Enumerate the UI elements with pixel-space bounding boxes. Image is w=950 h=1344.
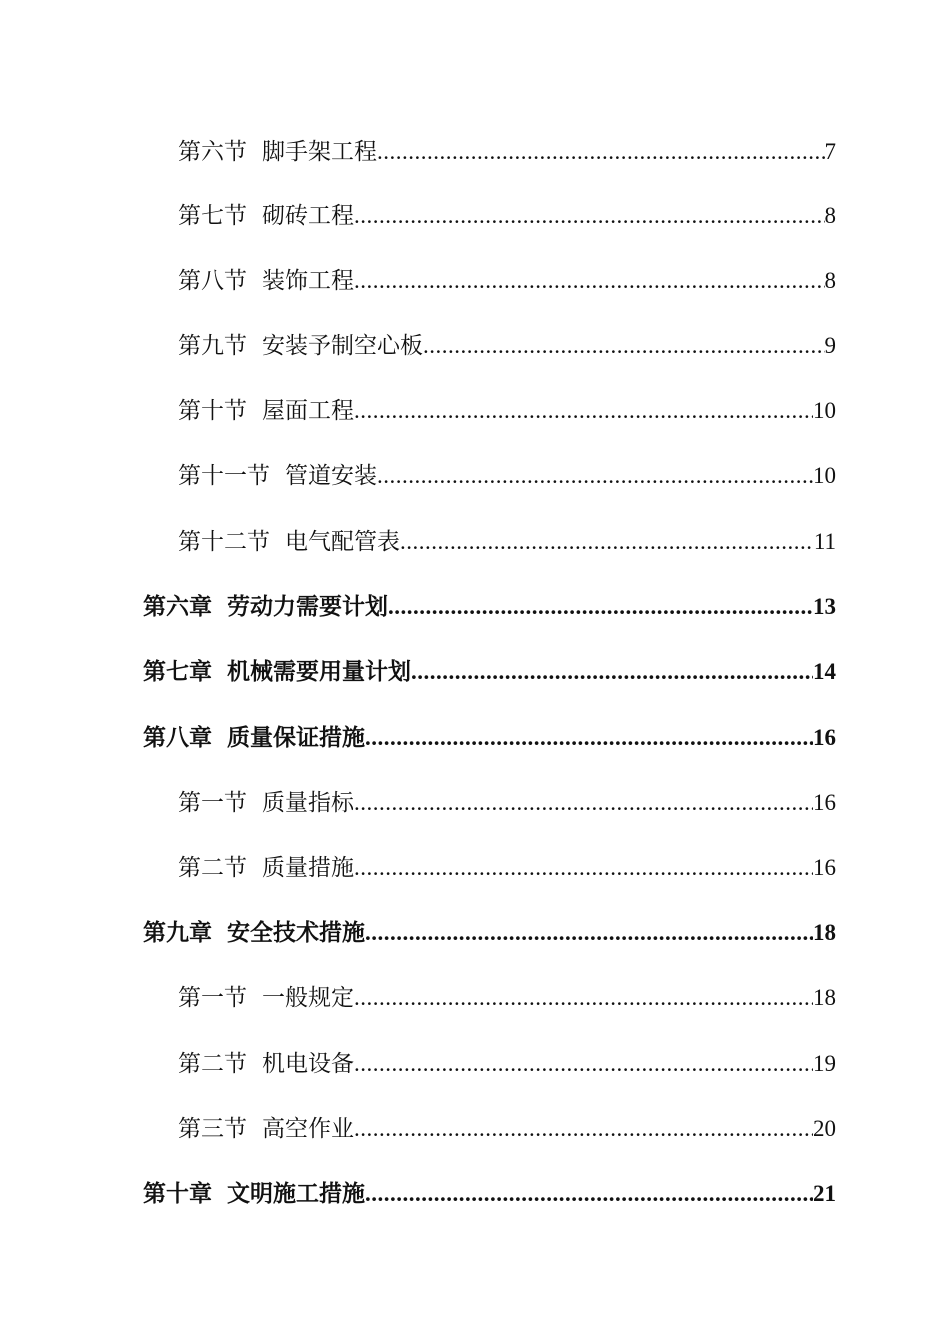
- toc-leader-dots: [354, 261, 825, 301]
- toc-page-number: 19: [813, 1051, 836, 1076]
- toc-entry[interactable]: [178, 1044, 836, 1084]
- toc-page-number: 13: [813, 594, 836, 619]
- toc-leader-dots: [400, 522, 814, 562]
- toc-label: [178, 783, 354, 823]
- toc-number: 第三节: [178, 1116, 247, 1142]
- toc-title: 脚手架工程: [262, 139, 377, 165]
- toc-page-number: 18: [813, 920, 836, 945]
- toc-number: 第十节: [178, 398, 247, 424]
- toc-title: 高空作业: [262, 1116, 354, 1142]
- toc-entry[interactable]: [178, 456, 836, 496]
- toc-title: 机电设备: [262, 1051, 354, 1077]
- toc-page-number: 7: [824, 139, 836, 164]
- toc-number: 第十章: [143, 1180, 212, 1207]
- toc-leader-dots: [354, 196, 825, 236]
- toc-leader-dots: [354, 391, 813, 431]
- toc-entry[interactable]: [178, 132, 836, 172]
- toc-title: 文明施工措施: [227, 1180, 365, 1207]
- toc-number: 第八节: [178, 268, 247, 294]
- toc-page-number: 8: [824, 203, 836, 228]
- toc-entry-chapter[interactable]: [143, 1174, 836, 1214]
- toc-label: [143, 587, 388, 627]
- toc-number: 第六章: [143, 593, 212, 620]
- toc-entry[interactable]: [178, 978, 836, 1018]
- toc-page-number: 16: [813, 725, 836, 750]
- toc-leader-dots: [388, 587, 813, 627]
- toc-entry-chapter[interactable]: [143, 718, 836, 758]
- toc-title: 劳动力需要计划: [227, 593, 388, 620]
- toc-number: 第一节: [178, 985, 247, 1011]
- toc-label: [143, 913, 365, 953]
- toc-label: [178, 522, 400, 562]
- toc-number: 第二节: [178, 855, 247, 881]
- toc-title: 机械需要用量计划: [227, 658, 411, 685]
- toc-number: 第九节: [178, 333, 247, 359]
- toc-title: 电气配管表: [285, 529, 400, 555]
- toc-number: 第六节: [178, 139, 247, 165]
- toc-title: 安装予制空心板: [262, 333, 423, 359]
- toc-title: 质量措施: [262, 855, 354, 881]
- toc-leader-dots: [354, 1044, 813, 1084]
- toc-page-number: 16: [813, 855, 836, 880]
- toc-title: 安全技术措施: [227, 919, 365, 946]
- toc-number: 第七章: [143, 658, 212, 685]
- toc-entry[interactable]: [178, 391, 836, 431]
- toc-leader-dots: [354, 848, 813, 888]
- toc-label: [143, 1174, 365, 1214]
- toc-title: 质量保证措施: [227, 724, 365, 751]
- toc-entry[interactable]: [178, 522, 836, 562]
- toc-leader-dots: [377, 132, 825, 172]
- toc-entry[interactable]: [178, 783, 836, 823]
- toc-leader-dots: [365, 913, 813, 953]
- toc-label: [178, 326, 423, 366]
- toc-leader-dots: [354, 978, 813, 1018]
- toc-page-number: 18: [813, 985, 836, 1010]
- toc-page-number: 16: [813, 790, 836, 815]
- toc-label: [178, 391, 354, 431]
- toc-label: [178, 848, 354, 888]
- toc-page-number: 14: [813, 659, 836, 684]
- toc-number: 第二节: [178, 1051, 247, 1077]
- toc-title: 屋面工程: [262, 398, 354, 424]
- toc-leader-dots: [354, 1109, 813, 1149]
- toc-leader-dots: [354, 783, 813, 823]
- toc-title: 装饰工程: [262, 268, 354, 294]
- toc-page-number: 10: [813, 463, 836, 488]
- toc-label: [178, 132, 377, 172]
- toc-page-number: 21: [813, 1181, 836, 1206]
- toc-number: 第七节: [178, 203, 247, 229]
- toc-entry[interactable]: [178, 261, 836, 301]
- toc-entry-chapter[interactable]: [143, 913, 836, 953]
- toc-title: 管道安装: [285, 463, 377, 489]
- toc-page-number: 20: [813, 1116, 836, 1141]
- toc-label: [178, 1109, 354, 1149]
- toc-title: 砌砖工程: [262, 203, 354, 229]
- toc-number: 第九章: [143, 919, 212, 946]
- toc-number: 第一节: [178, 790, 247, 816]
- toc-label: [178, 196, 354, 236]
- toc-leader-dots: [365, 1174, 813, 1214]
- toc-label: [178, 261, 354, 301]
- toc-entry[interactable]: [178, 326, 836, 366]
- toc-page-number: 9: [824, 333, 836, 358]
- toc-leader-dots: [423, 326, 825, 366]
- toc-label: [143, 652, 411, 692]
- toc-entry[interactable]: [178, 196, 836, 236]
- toc-entry-chapter[interactable]: [143, 652, 836, 692]
- toc-number: 第十一节: [178, 463, 270, 489]
- toc-leader-dots: [377, 456, 813, 496]
- toc-page-number: 10: [813, 398, 836, 423]
- toc-page-number: 8: [824, 268, 836, 293]
- toc-label: [178, 978, 354, 1018]
- toc-page-number: 11: [813, 529, 836, 554]
- toc-leader-dots: [411, 652, 813, 692]
- toc-number: 第八章: [143, 724, 212, 751]
- toc-leader-dots: [365, 718, 813, 758]
- toc-label: [143, 718, 365, 758]
- toc-label: [178, 1044, 354, 1084]
- toc-number: 第十二节: [178, 529, 270, 555]
- toc-entry[interactable]: [178, 848, 836, 888]
- toc-title: 质量指标: [262, 790, 354, 816]
- toc-entry-chapter[interactable]: [143, 587, 836, 627]
- toc-label: [178, 456, 377, 496]
- toc-entry[interactable]: [178, 1109, 836, 1149]
- toc-title: 一般规定: [262, 985, 354, 1011]
